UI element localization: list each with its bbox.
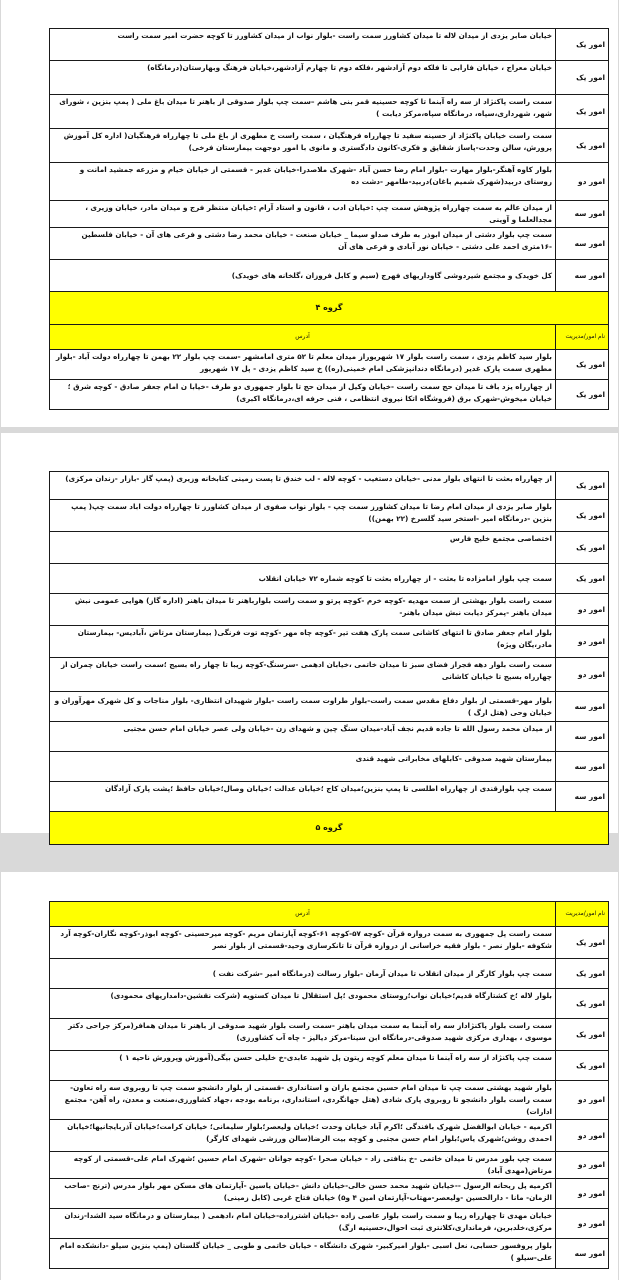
department-cell: امور سه [556,228,609,260]
department-cell: امور سه [556,782,609,812]
address-cell: سمت چپ پاکنژاد از سه راه آبنما تا میدان معلم کوچه زیتون پل شهید عابدی-خ خلیلی حسن بیگی(آموزش وپرورش ناحیه ۱ ) [50,1051,556,1081]
department-cell: امور دو [556,1081,609,1120]
address-cell: بیمارستان شهید صدوقی -کابلهای مخابراتی شهید قندی [50,752,556,782]
address-cell: بلوار کاوه آهنگر-بلوار مهارت -بلوار امام رضا حسن آباد -شهرک ملاصدرا-خیابان غدیر - قسمتی از خیابان خیام و مزرعه جمشید امانت و روستای دربید(شهرک شمیم باغان)دربید-طامهر -دشت ده [50,163,556,201]
group-header-row [50,292,609,325]
address-cell: سمت راست بلوار دهه فجراز فضای سبز تا میدان خاتمی ،خیابان ادهمی -سرسنگ-کوچه زیبا تا چهار راه بسیج ؛سمت راست خیابان چمران از چهارراه بسیج تا خیابان کاشانی [50,658,556,692]
address-cell: از میدان محمد رسول الله تا جاده قدیم نجف آباد-میدان سنگ چین و شهدای زن -خیابان ولی عصر خیابان امام حسن مجتبی [50,722,556,752]
department-cell: امور یک [556,129,609,163]
table-row [50,927,609,959]
department-cell: امور یک [556,500,609,532]
table-row [50,201,609,228]
table-row [50,564,609,594]
table-row [50,350,609,380]
table-row [50,129,609,163]
department-cell: امور سه [556,260,609,292]
table-row [50,692,609,722]
department-cell: امور یک [556,532,609,564]
address-cell: سمت چپ بلوار دشتی از میدان ابوذر به طرف صداو سیما _ خیابان صنعت - خیابان محمد رضا دشتی و فرعی های آن - خیابان فلسطین -۱۶متری احمد علی دشتی - خیابان نور آبادی و فرعی های آن [50,228,556,260]
table-row [50,95,609,129]
address-cell: سمت راست پاکنژاد از سه راه آبنما تا کوچه حسینیه قمر بنی هاشم –سمت چپ بلوار صدوقی از باهنر تا میدان باغ ملی ( پمپ بنزین ، شورای شهر، شهرداری،سپاه، درمانگاه سپاه،مرکز دیابت ) [50,95,556,129]
department-cell: امور سه [556,752,609,782]
department-cell: امور یک [556,927,609,959]
table-row [50,722,609,752]
table-row [50,1051,609,1081]
department-cell: امور یک [556,380,609,410]
address-cell: سمت چپ بلور مدرس تا میدان خاتمی -خ بنافتی زاد - خیابان صحرا -کوچه جوانان -شهرک امام حسین ؛شهرک امام علی-قسمتی از کوچه مرتاض(مهدی آباد) [50,1152,556,1179]
address-cell: سمت چپ بلوار کارگر از میدان انقلاب تا میدان آرمان -بلوار رسالت (درمانگاه امیر -شرکت نفت ) [50,959,556,989]
table-row [50,380,609,410]
table-row [50,989,609,1019]
department-cell: امور یک [556,564,609,594]
table-row [50,163,609,201]
address-cell: سمت چپ بلوارقندی از چهارراه اطلسی تا پمپ بنزین؛میدان کاج ؛خیابان عدالت ؛خیابان وصال؛خیابان حافظ ؛پشت پارک آزادگان [50,782,556,812]
address-cell: اختصاصی مجتمع خلیج فارس [50,532,556,564]
address-table-page-1 [49,28,609,410]
document-page-2 [1,433,618,833]
column-header-address: آدرس [50,325,556,350]
department-cell: امور یک [556,95,609,129]
table-row [50,1152,609,1179]
column-header-department: نام امور/مدیریت [556,902,609,927]
document-page-1 [1,0,618,427]
department-cell: امور یک [556,472,609,500]
address-cell: سمت راست خیابان پاکنژاد از حسینه سفید تا چهارراه فرهنگیان ، سمت راست خ مطهری از باغ ملی تا چهارراه فرهنگیان( اداره کل آموزش پرورش، سالن وحدت-پاساژ شقایق و فکری-کانون دادگستری و مانوی با امور دوجهت بیمارستان فرخی) [50,129,556,163]
document-page-3 [1,872,618,1280]
address-cell: خیابان صابر یزدی از میدان لاله تا میدان کشاورز سمت راست -بلوار نواب از میدان کشاورز تا کوچه حضرت امیر سمت راست [50,29,556,61]
group-title: گروه ۴ [50,292,609,325]
column-header-address: آدرس [50,902,556,927]
table-row [50,228,609,260]
address-cell: بلوار سید کاظم یزدی ، سمت راست بلوار ۱۷ شهریوراز میدان معلم تا ۵۲ متری امامشهر -سمت چپ بلوار ۲۲ بهمن تا چهارراه دولت آباد -بلوار مطهری سمت پارک غدیر (درمانگاه دندانپزشکی امام خمینی(ره)) خ سید کاظم یزدی - پل ۱۷ شهریور [50,350,556,380]
department-cell: امور دو [556,1152,609,1179]
department-cell: امور یک [556,61,609,95]
address-cell: از چهارراه بعثت تا انتهای بلوار مدنی -خیابان دستغیب - کوچه لاله - لب خندق تا پست زمینی کتابخانه وزیری (پمپ گاز -بازار -زندان مرکزی) [50,472,556,500]
column-header-row [50,902,609,927]
table-row [50,626,609,658]
address-cell: سمت راست بلوار پاکنژاداز سه راه آبنما به سمت میدان باهنر -سمت راست بلوار شهید صدوقی از باهنر تا میدان همافر(مرکز جراحی دکتر موسوی ، بهداری مرکزی شهید صدوقی-درمانگاه ابن سینا-مرکز دیالیز - چاه آب کشاورزی) [50,1019,556,1051]
department-cell: امور یک [556,29,609,61]
address-cell: بلوار امام جعفر صادق تا انتهای کاشانی سمت پارک هفت تیر -کوچه چاه مهر -کوچه توت فرنگی( بیمارستان مرتاض ،آبادیس- بیمارستان مادر،یگان ویژه) [50,626,556,658]
table-row [50,532,609,564]
table-row [50,61,609,95]
department-cell: امور یک [556,350,609,380]
address-cell: بلوار مهر-قسمتی از بلوار دفاع مقدس سمت راست-بلوار طراوت سمت راست -بلوار شهیدان انتظاری- بلوار مناجات و کل شهرک مهرآوران و خیابان وحی (هتل ارگ ) [50,692,556,722]
column-header-department: نام امور/مدیریت [556,325,609,350]
address-cell: از چهارراه یزد باف تا میدان حج سمت راست -خیابان وکیل از میدان حج تا بلوار جمهوری دو طرف -خیابا ن امام جعفر صادق - کوچه شرق ؛خیابان میخوش-شهرک برق (فروشگاه اتکا نیروی انتظامی ، فنی حرفه ای،درمانگاه اکبری) [50,380,556,410]
table-row [50,594,609,626]
table-row [50,29,609,61]
address-cell: بلوار صابر یزدی از میدان امام رضا تا میدان کشاورز سمت چپ - بلوار نواب صفوی از میدان کشاورز تا چهارراه دولت اباد سمت چپ( پمپ بنزین -درمانگاه امیر -استخر سید گلسرخ (۲۲ بهمن)) [50,500,556,532]
department-cell: امور یک [556,989,609,1019]
table-row [50,782,609,812]
department-cell: امور سه [556,722,609,752]
group-title: گروه ۵ [50,812,609,845]
department-cell: امور دو [556,1179,609,1209]
address-cell: سمت راست پل جمهوری به سمت دروازه قرآن -کوچه ۵۷-کوچه ۶۱-کوچه آپارتمان مریم -کوچه میرحسینی -کوچه ابوذر-کوچه نگاران-کوچه آرد شکوفه -بلوار نصر - بلوار فقیه خراسانی از دروازه قرآن تا تانکرسازی وحید-قسمتی از بلوار نصر [50,927,556,959]
group-header-row [50,812,609,845]
table-row [50,658,609,692]
address-cell: بلوار پروفسور حسابی، نعل اسبی -بلوار امیرکبیر- شهرک دانشگاه - خیابان خاتمی و طوبی _ خیابان گلستان (پمپ بنزین سیلو -دانشکده امام علی-سیلو ) [50,1239,556,1269]
address-cell: کل خویدک و مجتمع شیردوشی گاوداریهای فهرج (سیم و کابل فروزان ،گلخانه های خویدک) [50,260,556,292]
department-cell: امور دو [556,658,609,692]
address-cell: خیابان معراج ، خیابان فارابی تا فلکه دوم آزادشهر ،فلکه دوم تا چهارم آزادشهر،خیابان فرهنگ وبهارستان(درمانگاه) [50,61,556,95]
department-cell: امور دو [556,594,609,626]
table-row [50,1120,609,1152]
department-cell: امور دو [556,1209,609,1239]
table-row [50,500,609,532]
address-table-page-2 [49,471,609,845]
department-cell: امور سه [556,201,609,228]
address-cell: سمت راست بلوار بهشتی از سمت مهدیه -کوچه خرم -کوچه پرتو و سمت راست بلوارباهنر تا میدان باهنر (اداره گاز) هوایی عمومی نبش میدان باهنر -پمرکز دیابت نبش میدان باهنر- [50,594,556,626]
address-cell: از میدان عالم به سمت چهارراه پژوهش سمت چپ :خیابان ادب ، قانون و استاد آرام :خیابان منتظر فرج و میدان مادر، خیابان وزیری ، مجدالعلما و آوینی [50,201,556,228]
table-row [50,1179,609,1209]
department-cell: امور یک [556,1019,609,1051]
address-cell: بلوار شهید بهشتی سمت چپ تا میدان امام حسین مجتمع باران و استانداری -قسمتی از بلوار دانشجو سمت چپ تا روبروی سه راه تعاون-سمت راست بلوار دانشجو تا روبروی پارک شادی (هتل جهانگردی، استانداری، برنامه بودجه ،جهاد کشاورزی،صنعت و معدن، راه آهن- مجتمع ادارات) [50,1081,556,1120]
address-cell: بلوار لاله ؛خ کشتارگاه قدیم؛خیابان نواب؛روستای محمودی ؛پل استقلال تا میدان کستویه (شرکت نقشین-دامداریهای محمودی) [50,989,556,1019]
table-row [50,752,609,782]
table-row [50,1081,609,1120]
address-cell: اکرمیه پل ریحانه الرسول --خیابان شهید محمد حسن خالی-خیابان دانش -خیابان یاسین -آپارتمان های مسکن مهر بلوار مدرس (ترنج -صاحب الزمان- مانا - دارالحسین -ولیعصر-مهتاب-آپارتمان امین ۴ و۵) خیابان فتاح غربی (کابل زمینی) [50,1179,556,1209]
department-cell: امور دو [556,1120,609,1152]
table-row [50,1239,609,1269]
department-cell: امور دو [556,163,609,201]
department-cell: امور یک [556,1051,609,1081]
department-cell: امور دو [556,626,609,658]
department-cell: امور سه [556,692,609,722]
address-cell: خیابان مهدی تا چهارراه زیبا و سمت راست بلوار عاصی زاده -خیابان اشترزاده-خیابان امام ،ادهمی ( بیمارستان و درمانگاه سید الشدا-زندان مرکزی،خلدبرین، فرمانداری،کلانتری ثبت احوال،حسینیه ارگ) [50,1209,556,1239]
table-row [50,1019,609,1051]
table-row [50,472,609,500]
column-header-row [50,325,609,350]
address-cell: اکرمیه - خیابان ابوالفضل شهرک بافندگی ؛اکرم آباد خیابان وحدت ؛خیابان ولیعصر؛بلوار سلیمانی؛ خیابان کرامت؛خیابان آذربایجانیها؛خیابان احمدی روشن؛شهرک یاس؛بلوار امام حسن مجتبی و کوچه بیت الرضا(سالن ورزشی شهدای کارگر) [50,1120,556,1152]
address-cell: سمت چپ بلوار امامزاده تا بعثت - از چهارراه بعثت تا کوچه شماره ۷۲ خیابان انقلاب [50,564,556,594]
address-table-page-3 [49,901,609,1269]
department-cell: امور یک [556,959,609,989]
table-row [50,959,609,989]
department-cell: امور سه [556,1239,609,1269]
table-row [50,260,609,292]
table-row [50,1209,609,1239]
